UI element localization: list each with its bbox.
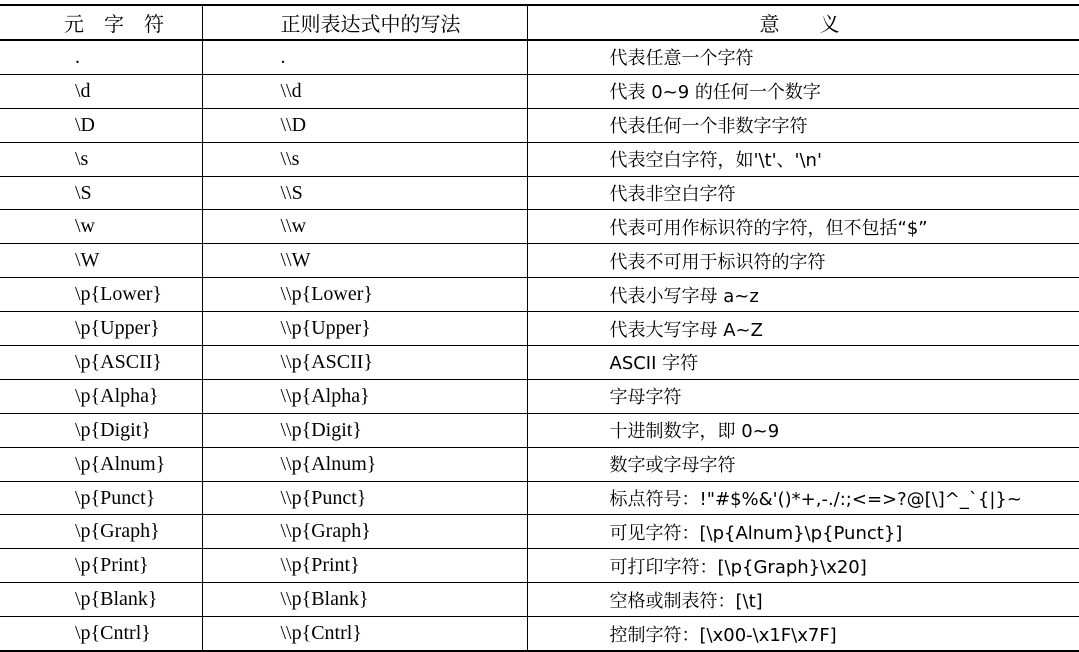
cell-metachar: \p{Alnum}	[0, 447, 202, 481]
cell-metachar: \D	[0, 108, 202, 142]
cell-metachar: \p{Blank}	[0, 583, 202, 617]
header-java-form: 正则表达式中的写法	[202, 5, 527, 40]
cell-java-form: .	[202, 40, 527, 74]
cell-meaning: 代表小写字母 a~z	[527, 278, 1079, 312]
cell-metachar: .	[0, 40, 202, 74]
cell-java-form: \\S	[202, 176, 527, 210]
cell-metachar: \d	[0, 74, 202, 108]
table-row	[0, 447, 1079, 481]
table-row	[0, 74, 1079, 108]
table-row	[0, 515, 1079, 549]
cell-metachar: \p{Graph}	[0, 515, 202, 549]
cell-metachar: \p{Upper}	[0, 312, 202, 346]
cell-metachar: \p{Lower}	[0, 278, 202, 312]
cell-java-form: \\W	[202, 244, 527, 278]
cell-meaning: 代表大写字母 A~Z	[527, 312, 1079, 346]
table-row	[0, 312, 1079, 346]
cell-meaning: 数字或字母字符	[527, 447, 1079, 481]
cell-java-form: \\d	[202, 74, 527, 108]
table-row	[0, 346, 1079, 380]
cell-metachar: \s	[0, 142, 202, 176]
cell-java-form: \\D	[202, 108, 527, 142]
cell-meaning: 字母字符	[527, 379, 1079, 413]
header-meaning: 意 义	[527, 5, 1079, 40]
cell-metachar: \p{ASCII}	[0, 346, 202, 380]
regex-metachar-table	[0, 4, 1079, 652]
table-body	[0, 40, 1079, 651]
table-row	[0, 617, 1079, 651]
cell-meaning: 代表任何一个非数字字符	[527, 108, 1079, 142]
cell-java-form: \\s	[202, 142, 527, 176]
cell-java-form: \\p{Alnum}	[202, 447, 527, 481]
table-row	[0, 210, 1079, 244]
cell-java-form: \\p{Print}	[202, 549, 527, 583]
cell-metachar: \p{Alpha}	[0, 379, 202, 413]
cell-meaning: 代表非空白字符	[527, 176, 1079, 210]
table-row	[0, 549, 1079, 583]
table-row	[0, 108, 1079, 142]
cell-java-form: \\p{ASCII}	[202, 346, 527, 380]
header-metachar: 元 字 符	[0, 5, 202, 40]
table-row	[0, 278, 1079, 312]
cell-java-form: \\p{Upper}	[202, 312, 527, 346]
cell-meaning: 代表可用作标识符的字符，但不包括“$”	[527, 210, 1079, 244]
cell-meaning: 可打印字符：[\p{Graph}\x20]	[527, 549, 1079, 583]
cell-meaning: 代表任意一个字符	[527, 40, 1079, 74]
table-header	[0, 5, 1079, 40]
table-row	[0, 481, 1079, 515]
cell-meaning: 可见字符：[\p{Alnum}\p{Punct}]	[527, 515, 1079, 549]
table-row	[0, 40, 1079, 74]
cell-meaning: 十进制数字，即 0~9	[527, 413, 1079, 447]
cell-metachar: \p{Punct}	[0, 481, 202, 515]
cell-meaning: 空格或制表符：[\t]	[527, 583, 1079, 617]
cell-metachar: \p{Digit}	[0, 413, 202, 447]
cell-java-form: \\p{Lower}	[202, 278, 527, 312]
cell-java-form: \\p{Cntrl}	[202, 617, 527, 651]
cell-meaning: ASCII 字符	[527, 346, 1079, 380]
cell-meaning: 代表 0~9 的任何一个数字	[527, 74, 1079, 108]
table-row	[0, 176, 1079, 210]
cell-meaning: 标点符号：!"#$%&'()*+,-./:;<=>?@[\]^_`{|}~	[527, 481, 1079, 515]
cell-metachar: \w	[0, 210, 202, 244]
cell-meaning: 控制字符：[\x00-\x1F\x7F]	[527, 617, 1079, 651]
cell-java-form: \\p{Alpha}	[202, 379, 527, 413]
cell-java-form: \\p{Graph}	[202, 515, 527, 549]
table-row	[0, 379, 1079, 413]
cell-metachar: \S	[0, 176, 202, 210]
cell-java-form: \\p{Digit}	[202, 413, 527, 447]
table-row	[0, 142, 1079, 176]
cell-java-form: \\w	[202, 210, 527, 244]
table-row	[0, 413, 1079, 447]
cell-metachar: \p{Cntrl}	[0, 617, 202, 651]
regex-metachar-table-container	[0, 4, 1079, 652]
cell-meaning: 代表不可用于标识符的字符	[527, 244, 1079, 278]
cell-java-form: \\p{Punct}	[202, 481, 527, 515]
cell-meaning: 代表空白字符，如'\t'、'\n'	[527, 142, 1079, 176]
header-row	[0, 5, 1079, 40]
cell-metachar: \W	[0, 244, 202, 278]
cell-java-form: \\p{Blank}	[202, 583, 527, 617]
cell-metachar: \p{Print}	[0, 549, 202, 583]
table-row	[0, 244, 1079, 278]
table-row	[0, 583, 1079, 617]
